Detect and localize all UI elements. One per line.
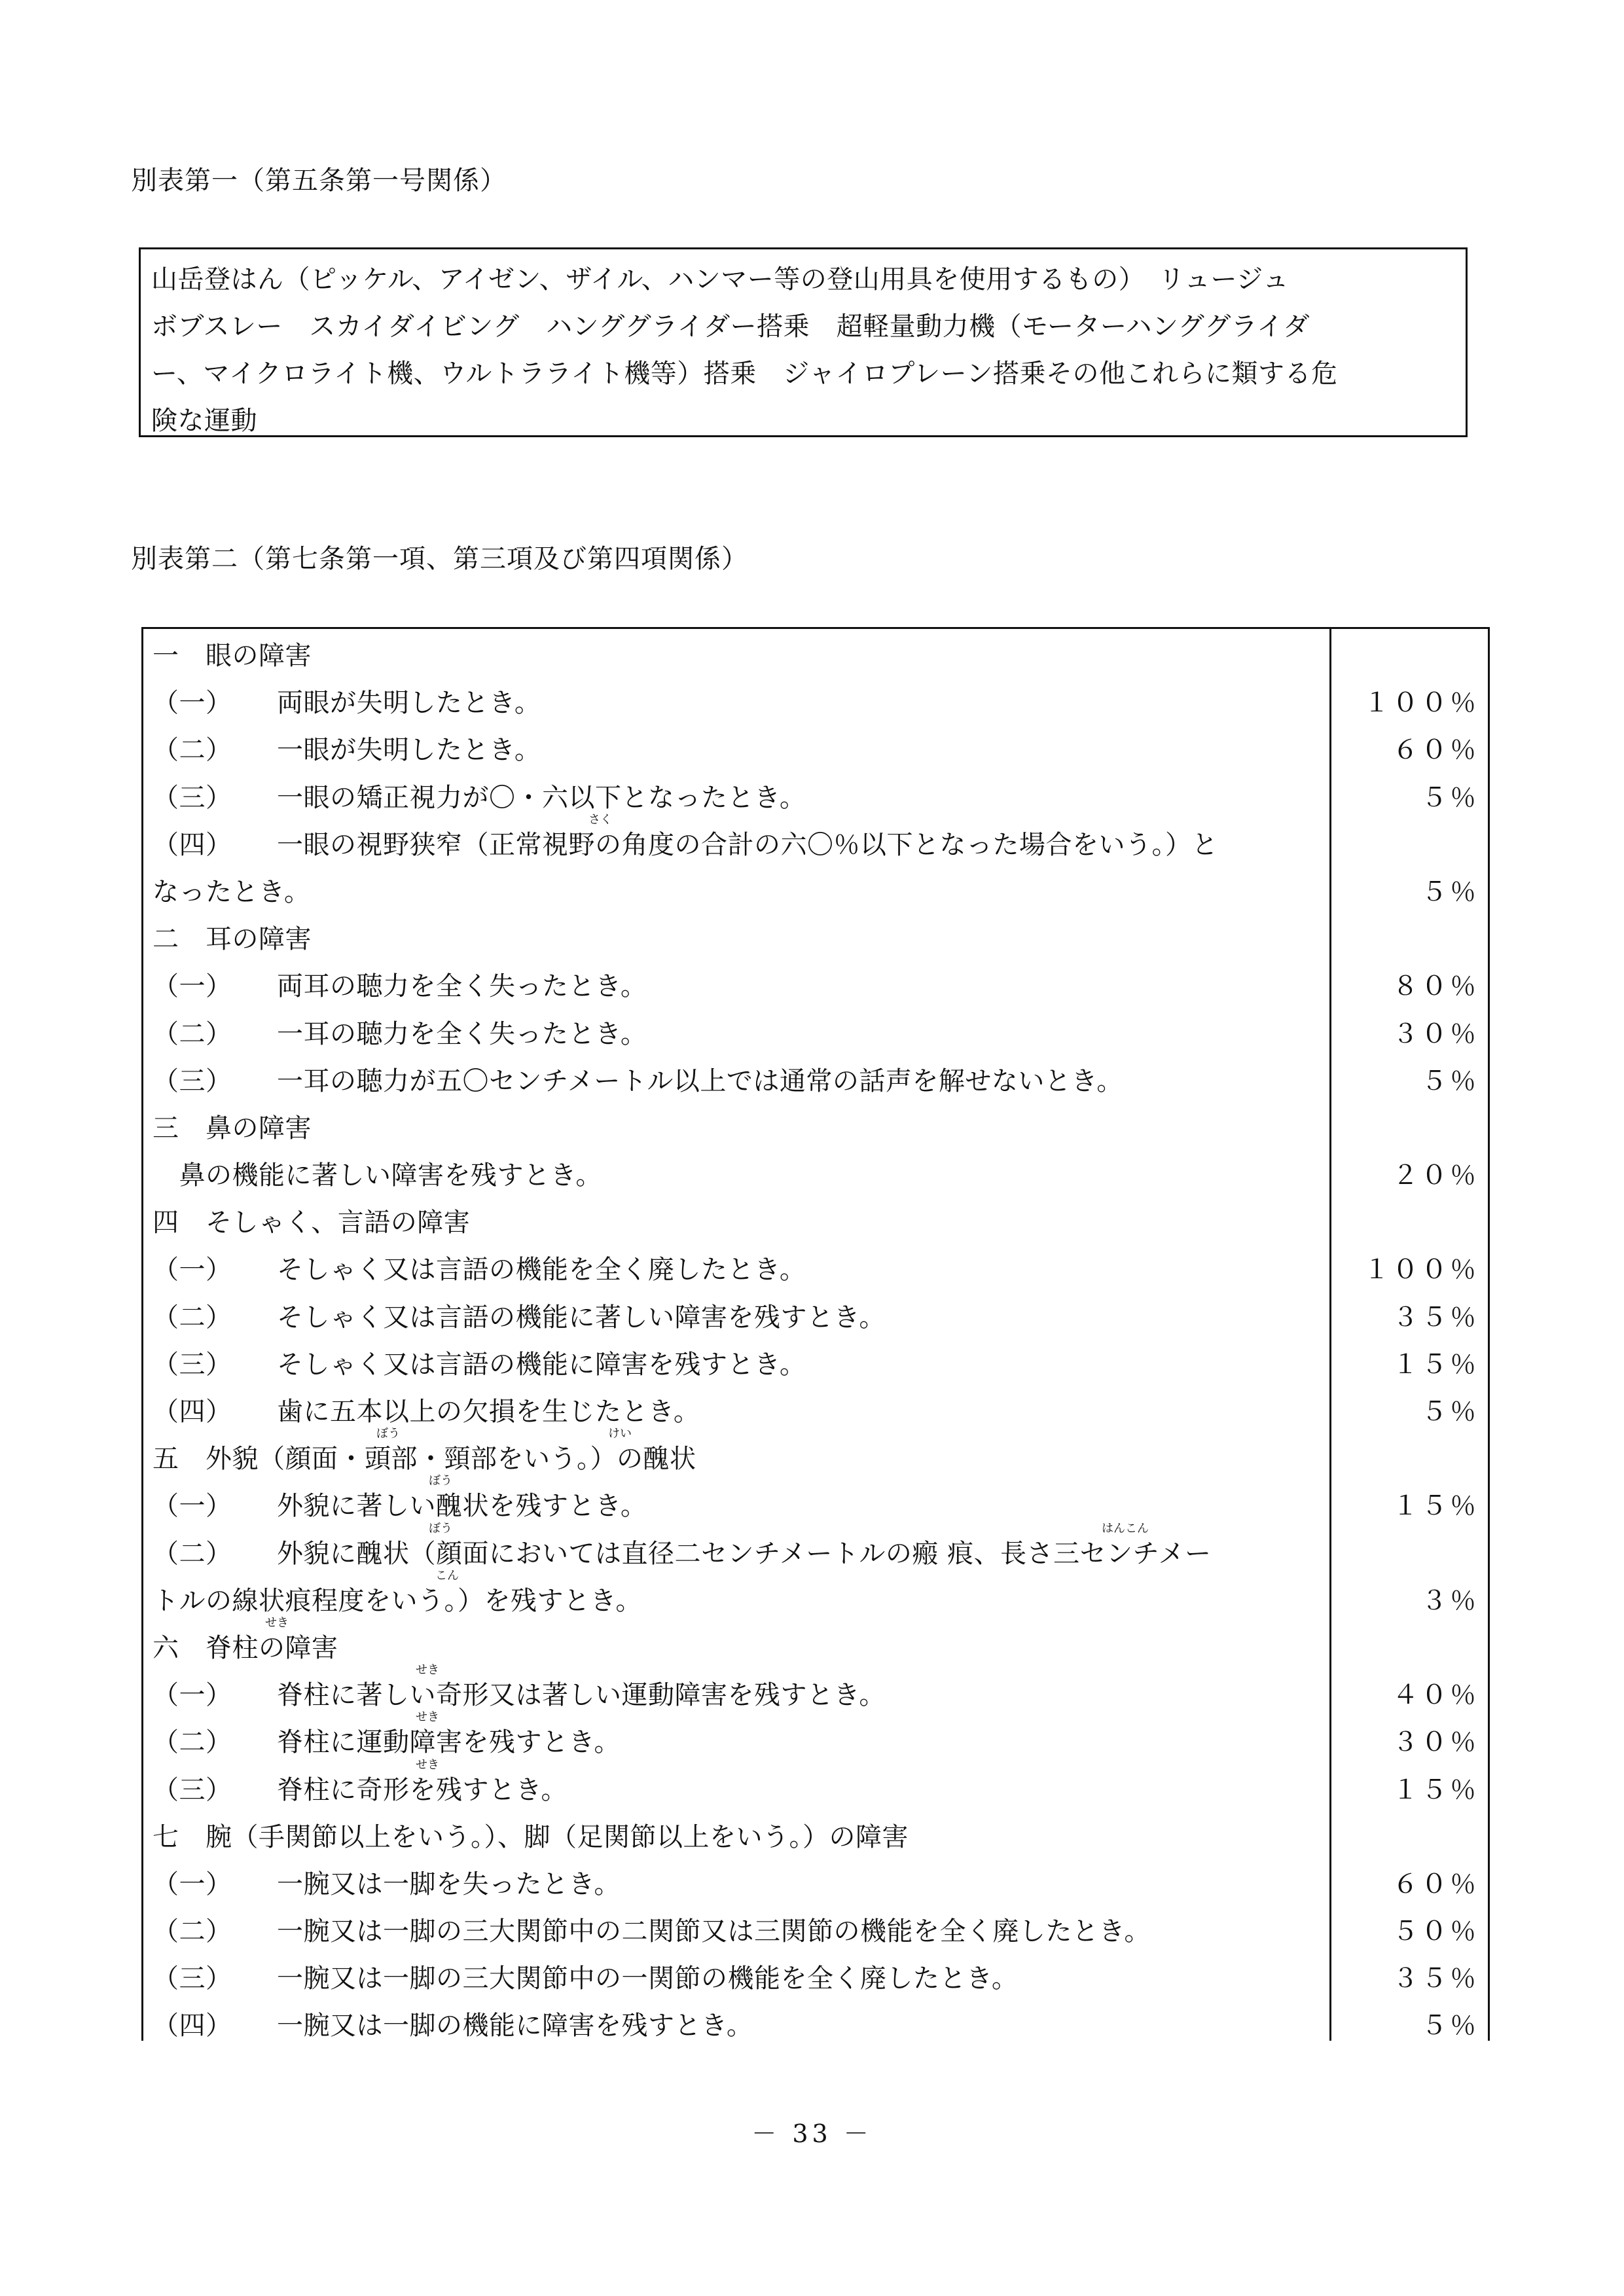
row-text (153, 1774, 568, 1806)
payout-percentage: １００％ (1363, 1255, 1479, 1285)
page-number: － 33 － (751, 2119, 873, 2148)
furigana-annotation: せき (265, 1615, 289, 1630)
furigana-annotation: ぼう (429, 1521, 452, 1535)
item-description: そしゃく又は言語の機能に障害を残すとき。 (277, 1349, 806, 1380)
table-row (143, 865, 1488, 912)
row-text (153, 1113, 312, 1144)
table-row (143, 1054, 1488, 1102)
item-number: （一） (153, 688, 232, 719)
row-text (153, 1727, 621, 1758)
row-text (153, 1538, 1212, 1570)
item-description: 一腕又は一脚の三大関節中の二関節又は三関節の機能を全く廃したとき。 (277, 1916, 1151, 1947)
payout-percentage: ５％ (1421, 1066, 1479, 1096)
item-description: 四 そしゃく、言語の障害 (153, 1208, 471, 1238)
payout-percentage: ５％ (1421, 2011, 1479, 2041)
payout-percentage: ３５％ (1392, 1302, 1479, 1333)
row-text (153, 1396, 700, 1427)
row-text (153, 1018, 647, 1050)
item-description: 鼻の機能に著しい障害を残すとき。 (153, 1160, 602, 1191)
item-number: （三） (153, 1349, 232, 1380)
furigana-annotation: はんこん (1102, 1521, 1149, 1535)
item-description: 外貌に醜状（顔面においては直径二センチメートルの瘢 痕、長さ三センチメー (277, 1538, 1212, 1569)
item-description: 五 外貌（顔面・頭部・頸部をいう。）の醜状 (153, 1444, 696, 1475)
appendix2-table (141, 627, 1490, 2041)
item-description: 脊柱に運動障害を残すとき。 (277, 1727, 621, 1758)
payout-percentage: １５％ (1392, 1491, 1479, 1522)
item-description: 一眼の矯正視力が〇・六以下となったとき。 (277, 782, 806, 813)
item-description: なったとき。 (153, 876, 311, 907)
row-text (153, 1821, 909, 1853)
item-description: 一眼が失明したとき。 (277, 735, 541, 766)
payout-percentage: ５％ (1421, 876, 1479, 907)
table-row (143, 1102, 1488, 1149)
table-row (143, 1857, 1488, 1905)
table-row (143, 1385, 1488, 1432)
appendix2-heading: 別表第二（第七条第一項、第三項及び第四項関係） (131, 544, 748, 574)
furigana-annotation: ぼう (429, 1474, 452, 1488)
table-row (143, 1149, 1488, 1196)
table-row (143, 960, 1488, 1007)
row-text (153, 1207, 470, 1238)
row-text (153, 1160, 602, 1191)
row-text (153, 1066, 1123, 1097)
item-number: （一） (153, 1680, 232, 1711)
table-row (143, 1338, 1488, 1385)
item-description: 歯に五本以上の欠損を生じたとき。 (277, 1397, 700, 1427)
payout-percentage: ３０％ (1392, 1018, 1479, 1049)
table-row (143, 1243, 1488, 1290)
item-description: 六 脊柱の障害 (153, 1632, 338, 1663)
item-number: （三） (153, 1774, 232, 1805)
furigana-annotation: ぼう (376, 1427, 400, 1441)
row-text (153, 1254, 806, 1285)
table-row (143, 1999, 1488, 2046)
row-text (153, 1916, 1151, 1947)
item-description: 一腕又は一脚を失ったとき。 (277, 1869, 621, 1899)
item-number: （二） (153, 1727, 232, 1758)
row-text (153, 971, 647, 1002)
payout-percentage: ５０％ (1392, 1916, 1479, 1947)
table-row (143, 1568, 1488, 1621)
item-description: 一眼の視野狭窄（正常視野の角度の合計の六〇％以下となった場合をいう。）と (277, 829, 1218, 860)
item-number: （四） (153, 2011, 232, 2041)
item-description: 一 眼の障害 (153, 641, 312, 671)
payout-percentage: ４０％ (1392, 1680, 1479, 1711)
table-row (143, 912, 1488, 960)
appendix1-line: 山岳登はん（ピッケル、アイゼン、ザイル、ハンマー等の登山用具を使用するもの） リュージュ (151, 264, 1290, 295)
item-description: 三 鼻の障害 (153, 1113, 312, 1143)
item-description: そしゃく又は言語の機能に著しい障害を残すとき。 (277, 1302, 886, 1333)
payout-percentage: １５％ (1392, 1349, 1479, 1380)
payout-percentage: ８０％ (1392, 971, 1479, 1002)
item-number: （一） (153, 1869, 232, 1899)
table-row (143, 1757, 1488, 1810)
row-text (153, 1632, 338, 1664)
table-row (143, 812, 1488, 865)
table-row (143, 1521, 1488, 1574)
item-description: 二 耳の障害 (153, 924, 312, 955)
row-text (153, 924, 312, 955)
appendix1-line: ボブスレー スカイダイビング ハンググライダー搭乗 超軽量動力機（モーターハンググライダ (151, 312, 1310, 342)
payout-percentage: ６０％ (1392, 735, 1479, 766)
item-number: （二） (153, 1538, 232, 1569)
item-description: 一耳の聴力が五〇センチメートル以上では通常の話声を解せないとき。 (277, 1066, 1123, 1096)
item-description: そしゃく又は言語の機能を全く廃したとき。 (277, 1255, 806, 1285)
table-row (143, 1615, 1488, 1668)
row-text (153, 1679, 886, 1711)
furigana-annotation: こん (435, 1568, 459, 1583)
payout-percentage: ３０％ (1392, 1727, 1479, 1758)
item-description: 一耳の聴力を全く失ったとき。 (277, 1018, 647, 1049)
item-number: （二） (153, 735, 232, 766)
payout-percentage: ２０％ (1392, 1160, 1479, 1191)
row-text (153, 876, 310, 908)
table-row (143, 1291, 1488, 1338)
appendix1-heading: 別表第一（第五条第一号関係） (131, 166, 507, 196)
row-text (153, 1349, 806, 1380)
appendix1-line: ー、マイクロライト機、ウルトラライト機等）搭乗 ジャイロプレーン搭乗その他これらに類する危 (151, 359, 1338, 389)
table-row (143, 676, 1488, 723)
payout-percentage: ５％ (1421, 782, 1479, 813)
payout-percentage: ６０％ (1392, 1869, 1479, 1899)
table-row (143, 1710, 1488, 1763)
item-description: トルの線状痕程度をいう。）を残すとき。 (153, 1585, 642, 1616)
table-row (143, 723, 1488, 770)
payout-percentage: １００％ (1363, 688, 1479, 719)
item-number: （三） (153, 782, 232, 813)
row-text (153, 782, 806, 814)
row-text (153, 734, 541, 766)
table-row (143, 1952, 1488, 1999)
item-number: （二） (153, 1018, 232, 1049)
item-description: 七 腕（手関節以上をいう。）、脚（足関節以上をいう。）の障害 (153, 1821, 909, 1852)
item-description: 外貌に著しい醜状を残すとき。 (277, 1491, 647, 1522)
furigana-annotation: せき (416, 1663, 439, 1677)
row-text (153, 687, 541, 719)
row-text (153, 640, 312, 672)
payout-percentage: ５％ (1421, 1397, 1479, 1427)
row-text (153, 1302, 886, 1333)
table-row (143, 1905, 1488, 1952)
item-number: （四） (153, 829, 232, 860)
row-text (153, 1585, 642, 1617)
appendix1-box (139, 247, 1468, 437)
furigana-annotation: せき (416, 1710, 439, 1725)
furigana-annotation: けい (608, 1427, 632, 1441)
table-row (143, 1196, 1488, 1243)
table-row (143, 1810, 1488, 1857)
item-number: （二） (153, 1916, 232, 1947)
table-row (143, 771, 1488, 818)
table-row (143, 1474, 1488, 1526)
payout-percentage: ３５％ (1392, 1964, 1479, 1994)
item-number: （一） (153, 971, 232, 1002)
row-text (153, 2010, 753, 2041)
payout-percentage: １５％ (1392, 1774, 1479, 1805)
table-row (143, 1007, 1488, 1054)
item-description: 脊柱に著しい奇形又は著しい運動障害を残すとき。 (277, 1680, 886, 1711)
row-text (153, 1490, 647, 1522)
table-row (143, 629, 1488, 676)
row-text (153, 1869, 621, 1900)
item-number: （四） (153, 1397, 232, 1427)
furigana-annotation: せき (416, 1757, 439, 1772)
item-number: （一） (153, 1255, 232, 1285)
item-description: 一腕又は一脚の機能に障害を残すとき。 (277, 2011, 753, 2041)
item-number: （二） (153, 1302, 232, 1333)
table-rows (143, 629, 1488, 2047)
item-number: （三） (153, 1964, 232, 1994)
row-text (153, 829, 1218, 861)
payout-percentage: ３％ (1421, 1585, 1479, 1616)
row-text (153, 1963, 1018, 1994)
item-description: 両耳の聴力を全く失ったとき。 (277, 971, 647, 1002)
furigana-annotation: さく (588, 812, 612, 827)
appendix1-line: 険な運動 (151, 406, 257, 436)
table-row (143, 1427, 1488, 1479)
row-text (153, 1443, 696, 1475)
item-number: （三） (153, 1066, 232, 1096)
table-row (143, 1663, 1488, 1715)
item-description: 一腕又は一脚の三大関節中の一関節の機能を全く廃したとき。 (277, 1964, 1019, 1994)
item-number: （一） (153, 1491, 232, 1522)
item-description: 脊柱に奇形を残すとき。 (277, 1774, 568, 1805)
item-description: 両眼が失明したとき。 (277, 688, 541, 719)
